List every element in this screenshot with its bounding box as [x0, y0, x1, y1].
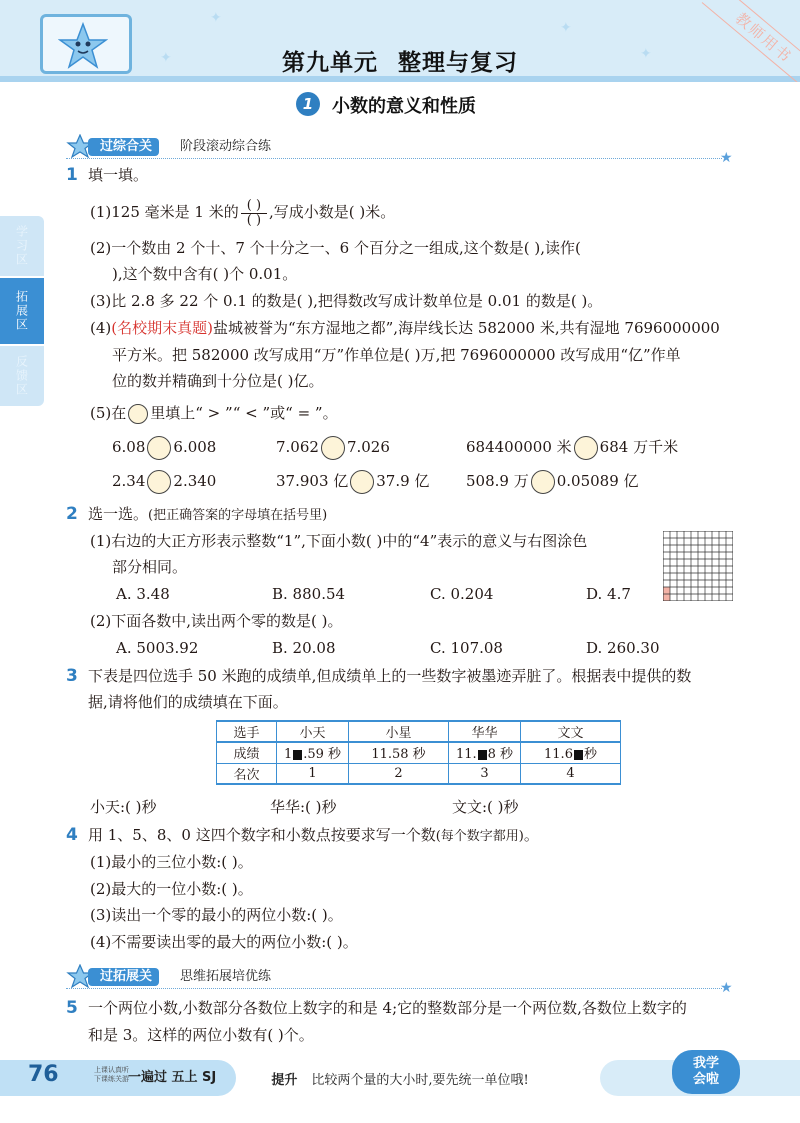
star-decoration-icon: ✦: [640, 46, 652, 62]
star-decoration-icon: ✦: [560, 20, 572, 36]
question-line: ),这个数中含有( )个 0.01。: [112, 265, 298, 283]
page-number: 76: [28, 1062, 59, 1087]
question-line: 部分相同。: [112, 558, 188, 576]
answer-blank[interactable]: 华华:( )秒: [270, 798, 337, 816]
option[interactable]: A. 3.48: [116, 585, 170, 603]
section-number-badge: 1: [296, 92, 320, 116]
unit-title: [0, 44, 800, 77]
compare-item: 37.903 亿 37.9 亿: [276, 468, 429, 494]
question-line: (3)比 2.8 多 22 个 0.1 的数是( ),把得数改写成计数单位是 0.01 的数是( )。: [90, 292, 603, 310]
compare-circle[interactable]: [350, 470, 374, 494]
side-tabs: [0, 216, 44, 406]
question-line: (1)右边的大正方形表示整数“1”,下面小数( )中的“4”表示的意义与右图涂色: [90, 532, 588, 550]
question-line: 下表是四位选手 50 米跑的成绩单,但成绩单上的一些数字被墨迹弄脏了。根据表中提供的数: [88, 667, 692, 685]
ink-blot: [574, 750, 583, 760]
option[interactable]: D. 260.30: [586, 639, 660, 657]
compare-circle[interactable]: [531, 470, 555, 494]
option[interactable]: D. 4.7: [586, 585, 631, 603]
compare-item: 2.34 2.340: [112, 468, 216, 494]
badge-subtitle: 阶段滚动综合练: [180, 139, 272, 154]
compare-item: 684400000 米 684 万千米: [466, 434, 678, 460]
option[interactable]: C. 107.08: [430, 639, 503, 657]
exam-source-tag: (名校期末真题): [111, 319, 213, 337]
unit-prefix: 第九单元: [282, 50, 378, 76]
question-number: 3: [66, 666, 78, 686]
learned-badge: 我学 会啦: [672, 1050, 740, 1094]
question-title: 选一选。(把正确答案的字母填在括号里): [88, 505, 328, 523]
rule-end-star-icon: ★: [720, 150, 733, 166]
answer-blank[interactable]: (1)最小的三位小数:( )。: [90, 853, 253, 871]
section-title: 小数的意义和性质: [332, 96, 476, 117]
practice-badge-bar: [66, 134, 736, 166]
compare-circle[interactable]: [147, 470, 171, 494]
question-line: (4)(名校期末真题)盐城被誉为“东方湿地之都”,海岸线长达 582000 米,共有湿地 7696000000: [90, 319, 720, 337]
hundred-grid-figure: [663, 531, 733, 601]
table-row: 名次 1 2 3 4: [217, 763, 621, 784]
question-title: 填一填。: [88, 166, 149, 184]
compare-circle[interactable]: [128, 404, 148, 424]
question-line: 平方米。把 582000 改写成用“万”作单位是( )万,把 7696000000 改写成用“亿”作单: [112, 346, 681, 364]
footer-slogan: 上课认真听 下课练关游: [94, 1066, 129, 1083]
score-table: [216, 720, 621, 785]
ink-blot: [478, 750, 487, 760]
answer-blank[interactable]: (4)不需要读出零的最大的两位小数:( )。: [90, 933, 358, 951]
answer-blank[interactable]: (2)最大的一位小数:( )。: [90, 880, 253, 898]
question-line: 位的数并精确到十分位是( )亿。: [112, 372, 324, 390]
question-number: 4: [66, 825, 78, 845]
compare-item: 7.062 7.026: [276, 434, 390, 460]
badge-label: 过拓展关: [88, 968, 159, 986]
table-row: 选手 小天 小星 华华 文文: [217, 721, 621, 742]
fraction-blank[interactable]: $\frac{( )}{( )}$: [241, 199, 267, 228]
question-line: 据,请将他们的成绩填在下面。: [88, 693, 288, 711]
footer-tip: 提升 比较两个量的大小时,要先统一单位哦!: [271, 1073, 529, 1088]
compare-item: 6.08 6.008: [112, 434, 216, 460]
rule-end-star-icon: ★: [720, 980, 733, 996]
extension-badge-bar: [66, 964, 736, 996]
footer-brand: 一遍过 五上 SJ: [128, 1070, 217, 1085]
option[interactable]: A. 5003.92: [116, 639, 199, 657]
option[interactable]: C. 0.204: [430, 585, 494, 603]
unit-name: 整理与复习: [398, 50, 518, 76]
compare-circle[interactable]: [147, 436, 171, 460]
side-tab-study[interactable]: 学习区: [0, 216, 44, 276]
option[interactable]: B. 20.08: [272, 639, 336, 657]
answer-blank[interactable]: 文文:( )秒: [452, 798, 519, 816]
star-decoration-icon: ✦: [160, 50, 172, 66]
answer-blank[interactable]: 小天:( )秒: [90, 798, 157, 816]
compare-item: 508.9 万 0.05089 亿: [466, 468, 639, 494]
question-line: 用 1、5、8、0 这四个数字和小数点按要求写一个数(每个数字都用)。: [88, 826, 539, 844]
dotted-rule: [66, 158, 722, 159]
question-line: (2)一个数由 2 个十、7 个十分之一、6 个百分之一组成,这个数是( ),读作(: [90, 239, 581, 257]
question-number: 5: [66, 998, 78, 1018]
option[interactable]: B. 880.54: [272, 585, 346, 603]
badge-subtitle: 思维拓展培优练: [180, 969, 272, 984]
side-tab-extend[interactable]: 拓展区: [0, 278, 44, 344]
star-decoration-icon: ✦: [210, 10, 222, 26]
teacher-edition-watermark: 教师用书: [702, 0, 800, 82]
question-line: (5)在 里填上“ > ”“ < ”或“ = ”。: [90, 404, 338, 422]
ink-blot: [293, 750, 302, 760]
question-number: 2: [66, 504, 78, 524]
question-line: (1)125 毫米是 1 米的 $\frac{( )}{( )}$ ,写成小数是( )米。: [90, 197, 396, 228]
badge-label: 过综合关: [88, 138, 159, 156]
question-line: (2)下面各数中,读出两个零的数是( )。: [90, 612, 343, 630]
compare-circle[interactable]: [321, 436, 345, 460]
side-tab-feedback[interactable]: 反馈区: [0, 346, 44, 406]
compare-circle[interactable]: [574, 436, 598, 460]
question-line: 一个两位小数,小数部分各数位上数字的和是 4;它的整数部分是一个两位数,各数位上数字的: [88, 999, 687, 1017]
dotted-rule: [66, 988, 722, 989]
table-row: 成绩 1 .59 秒 11.58 秒 11. 8 秒 11.6 秒: [217, 742, 621, 763]
question-line: 和是 3。这样的两位小数有( )个。: [88, 1026, 314, 1044]
answer-blank[interactable]: (3)读出一个零的最小的两位小数:( )。: [90, 906, 343, 924]
question-number: 1: [66, 165, 78, 185]
